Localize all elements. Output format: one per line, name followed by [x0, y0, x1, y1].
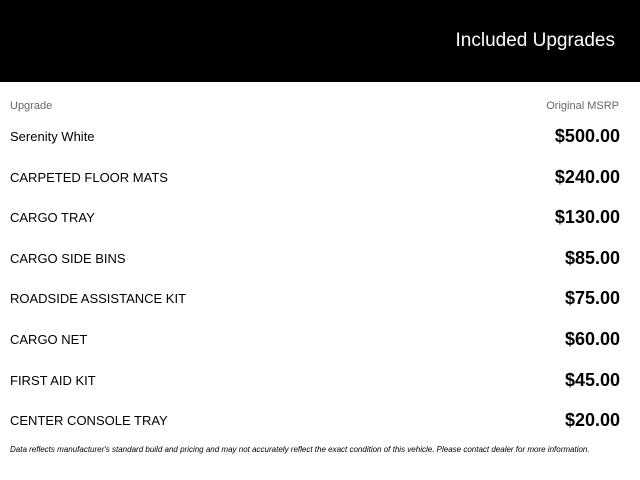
upgrade-name: CARGO TRAY: [10, 210, 95, 226]
disclaimer-text: Data reflects manufacturer's standard build and pricing and may not accurately reflect the exact condition of this vehicle. Please contact dealer for more information.: [10, 445, 590, 454]
upgrade-price: $240.00: [554, 166, 620, 187]
column-header-upgrade: Upgrade: [10, 100, 53, 112]
upgrade-name: FIRST AID KIT: [10, 372, 96, 388]
table-row: [0, 237, 640, 278]
upgrade-price: $45.00: [564, 369, 620, 390]
table-row: [0, 196, 640, 237]
upgrade-price: $60.00: [564, 328, 620, 349]
page-title: Included Upgrades: [455, 30, 615, 51]
upgrade-name: CARGO NET: [10, 331, 88, 347]
upgrade-price: $20.00: [564, 410, 620, 431]
upgrades-list: [0, 115, 640, 440]
column-header-msrp: Original MSRP: [546, 100, 619, 112]
upgrade-price: $85.00: [564, 247, 620, 268]
table-row: [0, 318, 640, 359]
upgrade-name: CENTER CONSOLE TRAY: [10, 413, 168, 429]
upgrade-name: Serenity White: [10, 129, 95, 144]
table-row: [0, 115, 640, 156]
upgrade-price: $75.00: [564, 288, 620, 309]
table-row: [0, 399, 640, 440]
upgrade-name: CARPETED FLOOR MATS: [10, 169, 168, 185]
upgrade-name: ROADSIDE ASSISTANCE KIT: [10, 291, 187, 307]
upgrade-price: $500.00: [554, 126, 620, 146]
upgrade-name: CARGO SIDE BINS: [10, 250, 126, 266]
table-row: [0, 156, 640, 197]
table-row: [0, 359, 640, 400]
header-bar: [0, 0, 640, 82]
upgrade-price: $130.00: [554, 207, 620, 228]
table-row: [0, 277, 640, 318]
